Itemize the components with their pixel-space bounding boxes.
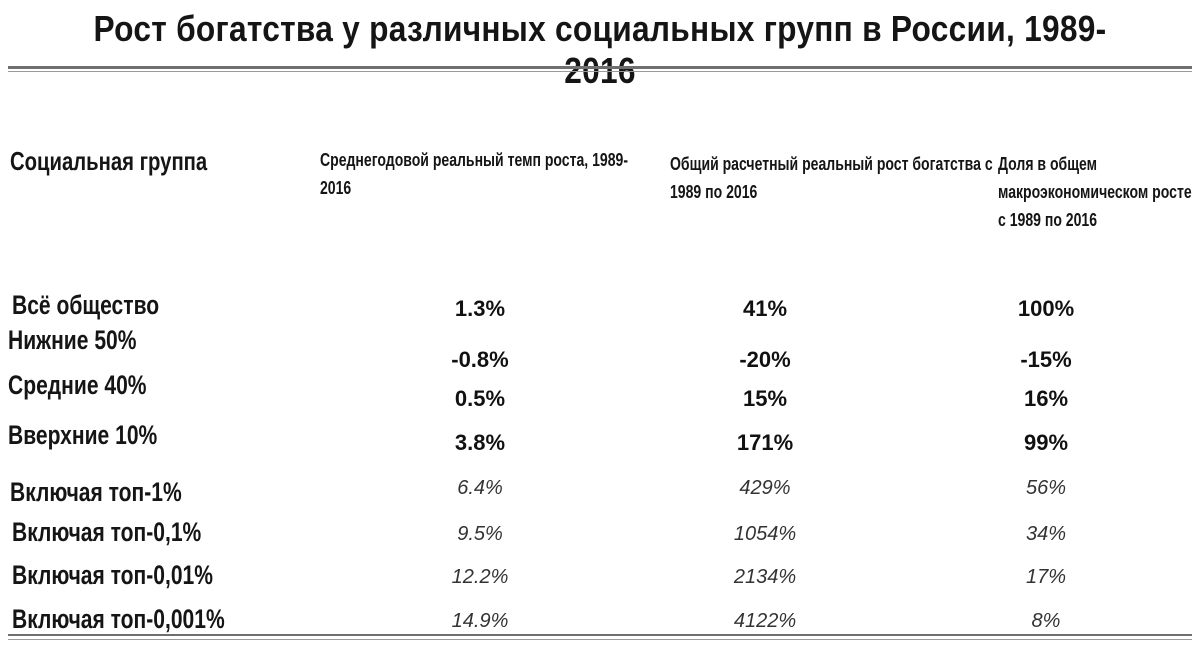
row-label: Вверхние 10% — [8, 420, 158, 450]
row-label: Включая топ-0,01% — [12, 560, 213, 590]
cell-total-growth: 171% — [736, 430, 794, 455]
table-row — [0, 420, 1200, 460]
cell-annual-growth: 14.9% — [451, 610, 509, 632]
cell-total-growth: 15% — [742, 386, 788, 411]
row-label: Включая топ-1% — [10, 477, 182, 507]
cell-share-of-growth: 16% — [1023, 386, 1069, 411]
top-rule — [8, 66, 1192, 69]
cell-annual-growth: 6.4% — [457, 477, 503, 499]
cell-total-growth: -20% — [739, 347, 791, 372]
cell-share-of-growth: 8% — [1031, 610, 1061, 632]
table-row — [0, 560, 1200, 600]
cell-share-of-growth: 100% — [1017, 296, 1075, 321]
cell-share-of-growth: -15% — [1020, 347, 1072, 372]
cell-annual-growth: 9.5% — [457, 523, 503, 545]
cell-total-growth: 4122% — [733, 610, 797, 632]
header-annual-growth: Среднегодовой реальный темп роста, 1989-2016 — [320, 150, 629, 198]
chart-title: Рост богатства у различных социальных групп в России, 1989- — [93, 8, 1107, 49]
row-label: Нижние 50% — [8, 325, 137, 355]
row-label: Включая топ-0,001% — [12, 604, 225, 634]
row-label: Средние 40% — [8, 370, 147, 400]
cell-total-growth: 1054% — [733, 523, 797, 545]
cell-total-growth: 41% — [742, 296, 788, 321]
cell-annual-growth: 0.5% — [454, 386, 506, 411]
cell-annual-growth: 12.2% — [451, 566, 509, 588]
header-total-growth: Общий расчетный реальный рост богатства с 1989 по 2016 — [670, 154, 993, 202]
cell-annual-growth: 1.3% — [454, 296, 506, 321]
table-row — [0, 325, 1200, 372]
bottom-rule-thin — [8, 639, 1192, 640]
cell-annual-growth: -0.8% — [451, 347, 509, 372]
cell-share-of-growth: 56% — [1025, 477, 1067, 499]
cell-annual-growth: 3.8% — [454, 430, 506, 455]
header-social-group: Социальная группа — [10, 146, 208, 176]
row-label: Всё общество — [12, 290, 160, 320]
table-row — [0, 517, 1200, 557]
bottom-rule — [8, 634, 1192, 636]
cell-share-of-growth: 17% — [1025, 566, 1067, 588]
table-row — [0, 604, 1200, 644]
header-share-of-growth: Доля в общем макроэкономическом росте с 1989 по 2016 — [998, 154, 1192, 230]
cell-total-growth: 2134% — [733, 566, 797, 588]
row-label: Включая топ-0,1% — [12, 517, 202, 547]
table-row — [0, 477, 1200, 517]
top-rule-thin — [8, 71, 1192, 72]
table-row — [0, 290, 1200, 330]
cell-share-of-growth: 34% — [1025, 523, 1067, 545]
cell-total-growth: 429% — [739, 477, 791, 499]
cell-share-of-growth: 99% — [1023, 430, 1069, 455]
table-row — [0, 370, 1200, 410]
